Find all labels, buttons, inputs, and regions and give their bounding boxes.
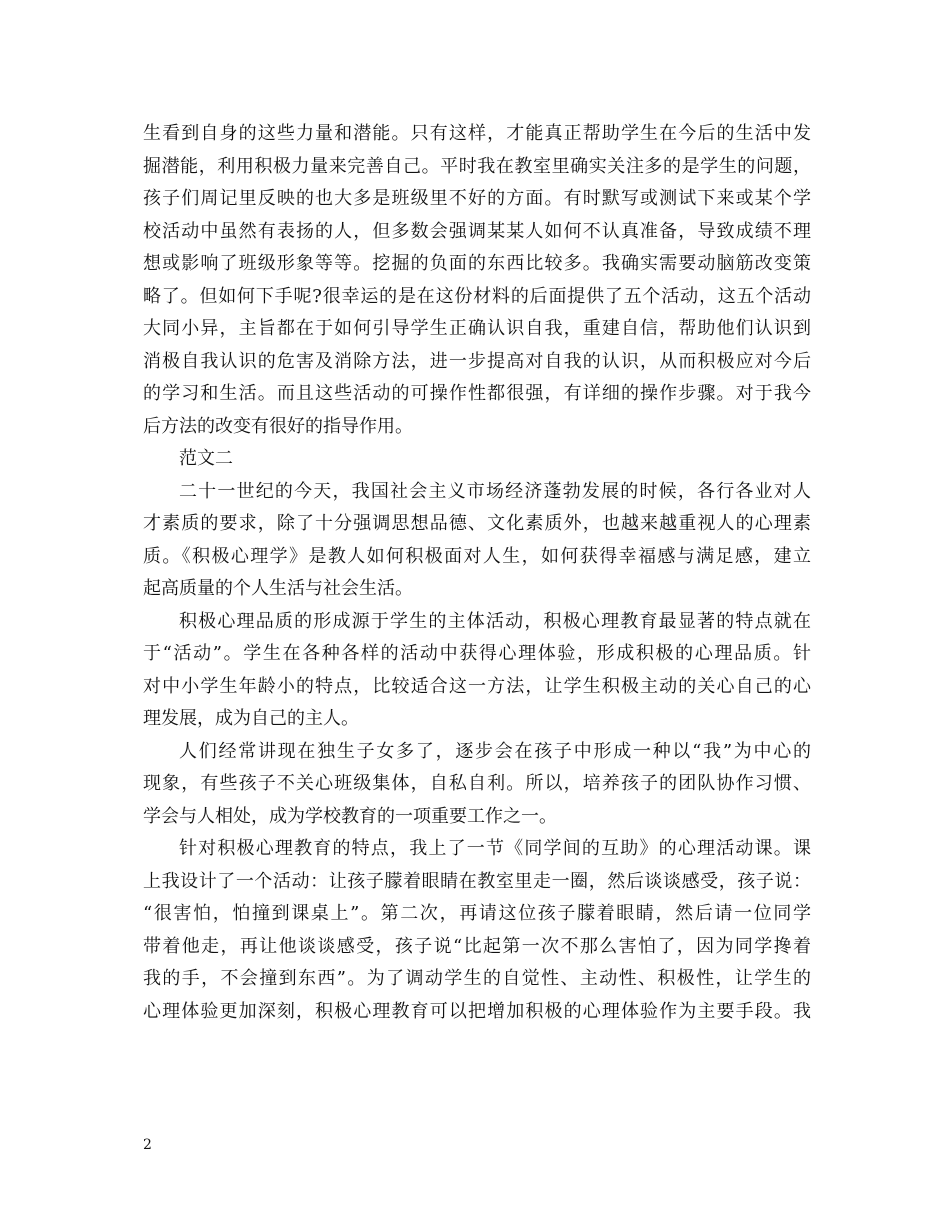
text-line: 的学习和生活。而且这些活动的可操作性都很强，有详细的操作步骤。对于我今: [143, 383, 811, 404]
text-line: 人们经常讲现在独生子女多了，逐步会在孩子中形成一种以“我”为中心的: [179, 740, 811, 762]
text-line: 质。《积极心理学》是教人如何积极面对人生，如何获得幸福感与满足感，建立: [143, 545, 811, 567]
text-line: 想或影响了班级形象等等。挖掘的负面的东西比较多。我确实需要动脑筋改变策: [143, 253, 811, 274]
text-line: 大同小异，主旨都在于如何引导学生正确认识自我，重建自信，帮助他们认识到: [143, 318, 811, 339]
text-line: 起高质量的个人生活与社会生活。: [143, 578, 413, 599]
text-line: 理发展，成为自己的主人。: [143, 708, 359, 729]
text-line: 我的手，不会撞到东西”。为了调动学生的自觉性、主动性、积极性，让学生的: [143, 968, 811, 989]
text-line: 校活动中虽然有表扬的人，但多数会强调某某人如何不认真准备，导致成绩不理: [143, 220, 811, 242]
text-line: 生看到自身的这些力量和潜能。只有这样，才能真正帮助学生在今后的生活中发: [143, 123, 811, 144]
text-line: 二十一世纪的今天，我国社会主义市场经济蓬勃发展的时候，各行各业对人: [179, 480, 811, 502]
text-line: 略了。但如何下手呢?很幸运的是在这份材料的后面提供了五个活动，这五个活动: [143, 285, 811, 307]
text-line: 积极心理品质的形成源于学生的主体活动，积极心理教育最显著的特点就在: [179, 610, 811, 632]
text-line: 心理体验更加深刻，积极心理教育可以把增加积极的心理体验作为主要手段。我: [143, 1000, 811, 1022]
text-line: 掘潜能，利用积极力量来完善自己。平时我在教室里确实关注多的是学生的问题，: [143, 155, 811, 177]
text-line: “很害怕，怕撞到课桌上”。第二次，再请这位孩子朦着眼睛，然后请一位同学: [143, 903, 811, 924]
text-line: 现象，有些孩子不关心班级集体，自私自利。所以，培养孩子的团队协作习惯、: [143, 773, 811, 794]
text-line: 于“活动”。学生在各种各样的活动中获得心理体验，形成积极的心理品质。针: [143, 643, 811, 664]
text-line: 对中小学生年龄小的特点，比较适合这一方法，让学生积极主动的关心自己的心: [143, 675, 811, 697]
page-number: 2: [143, 1137, 152, 1153]
text-line: 针对积极心理教育的特点，我上了一节《同学间的互助》的心理活动课。课: [179, 838, 811, 859]
text-line: 上我设计了一个活动：让孩子朦着眼睛在教室里走一圈，然后谈谈感受，孩子说：: [143, 870, 811, 892]
text-line: 才素质的要求，除了十分强调思想品德、文化素质外，也越来越重视人的心理素: [143, 513, 811, 534]
text-line: 学会与人相处，成为学校教育的一项重要工作之一。: [143, 805, 557, 827]
text-line: 孩子们周记里反映的也大多是班级里不好的方面。有时默写或测试下来或某个学: [143, 188, 811, 209]
text-line: 消极自我认识的危害及消除方法，进一步提高对自我的认识，从而积极应对今后: [143, 350, 811, 372]
text-line: 范文二: [179, 448, 233, 469]
text-line: 带着他走，再让他谈谈感受，孩子说“比起第一次不那么害怕了，因为同学搀着: [143, 935, 811, 957]
text-line: 后方法的改变有很好的指导作用。: [143, 415, 413, 437]
body-text: [143, 118, 811, 1028]
